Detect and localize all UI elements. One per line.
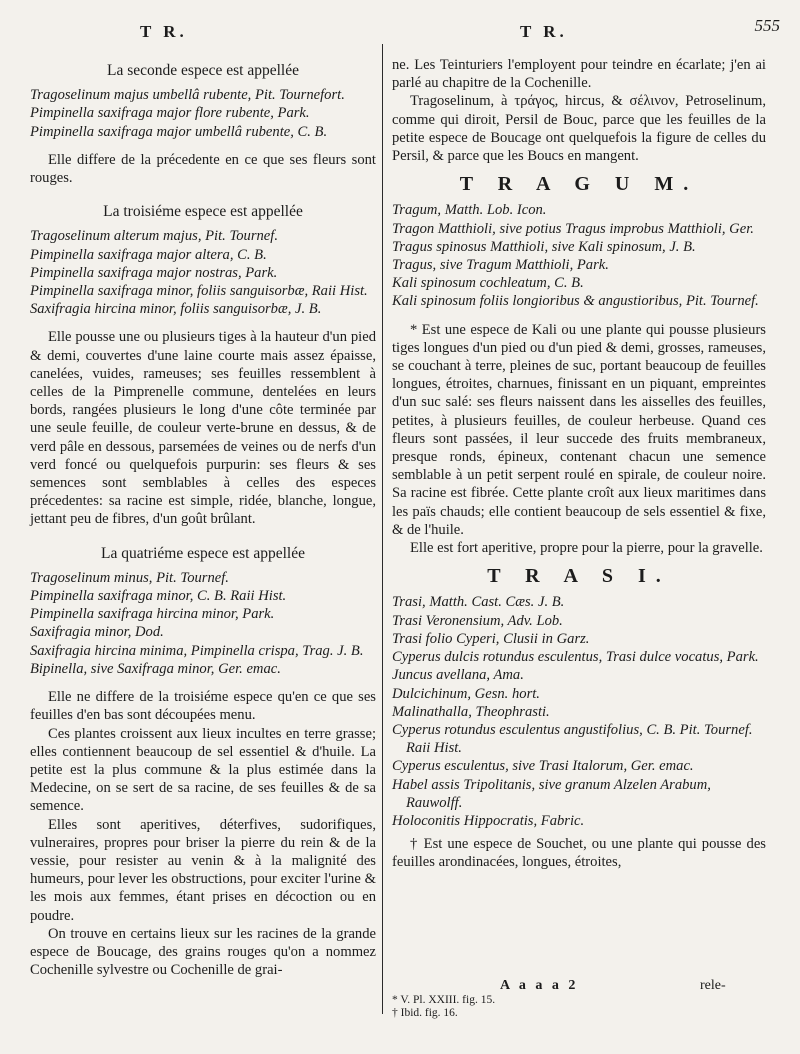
synonym-line: Tragoselinum minus, Pit. Tournef. bbox=[30, 569, 229, 586]
running-head-left: T R. bbox=[140, 22, 188, 41]
paragraph: Tragoselinum, à τράγος, hircus, & σέλινον, Petroselinum, comme qui diroit, Persil de Bouc, parce que les feuilles de la petite espece de Boucage ont quelquefois la figure de celles du Persil, & parce que les Boucs en mangent. bbox=[392, 93, 766, 165]
synonym-line: Kali spinosum foliis longioribus & angustioribus, Pit. Tournef. bbox=[392, 293, 759, 310]
left-column bbox=[30, 56, 376, 979]
entry-title-tragum: T R A G U M. bbox=[459, 173, 699, 196]
synonym-line: Habel assis Tripolitanis, sive granum Alzelen Arabum, Rauwolff. bbox=[392, 776, 711, 811]
synonym-line: Tragon Matthioli, sive potius Tragus improbus Matthioli, Ger. bbox=[392, 220, 754, 237]
synonym-line: Pimpinella saxifraga major nostras, Park. bbox=[30, 264, 278, 281]
synonym-line: Cyperus rotundus esculentus angustifolius, C. B. Pit. Tournef. Raii Hist. bbox=[392, 721, 753, 757]
synonym-line: Tragus spinosus Matthioli, sive Kali spinosum, J. B. bbox=[392, 238, 696, 255]
synonym-line: Juncus avellana, Ama. bbox=[392, 667, 524, 684]
running-head-right: T R. bbox=[520, 22, 568, 41]
synonym-line: Tragoselinum majus umbellâ rubente, Pit. Tournefort. bbox=[30, 87, 345, 104]
paragraph: Elle differe de la précedente en ce que ses fleurs sont rouges. bbox=[30, 151, 376, 187]
paragraph: ne. Les Teinturiers l'employent pour teindre en écarlate; j'en ai parlé au chapitre de la Cochenille. bbox=[392, 57, 766, 92]
synonym-line: Pimpinella saxifraga minor, foliis sanguisorbæ, Raii Hist. bbox=[30, 283, 368, 300]
synonym-line: Pimpinella saxifraga hircina minor, Park. bbox=[30, 606, 275, 623]
synonym-line: Tragus, sive Tragum Matthioli, Park. bbox=[392, 257, 609, 274]
synonym-line: Pimpinella saxifraga major flore rubente, Park. bbox=[30, 105, 310, 122]
paragraph: Elle ne differe de la troisiéme espece qu'en ce que ses feuilles d'en bas sont découpées menu. bbox=[30, 689, 376, 724]
synonym-line: Pimpinella saxifraga minor, C. B. Raii Hist. bbox=[30, 588, 287, 605]
synonym-line: Holoconitis Hippocratis, Fabric. bbox=[392, 812, 585, 829]
paragraph: Elle pousse une ou plusieurs tiges à la hauteur d'un pied & demi, couvertes d'une laine courte mais assez épaisse, canelées, vuides, rameuses; ses feuilles ressemblent à celles de la Pimprenelle commune, dentelées en leurs bords, rangées plusieurs le long d'une côte terminée par une seule feuille, de couleur verte-brune en dessus, & de verd pâle en dessous, parsemées de veines ou de nerfs d'un verd foncé ou quelquefois purpurin: ses fleurs & ses semences sont semblables à celles des especes précedentes: sa racine est simple, ridée, blanche, longue, jettant peu de fibres, d'un goût brûlant. bbox=[30, 329, 376, 528]
section-heading: La seconde espece est appellée bbox=[107, 62, 299, 79]
paragraph: On trouve en certains lieux sur les racines de la grande espece de Boucage, des grains rouges qu'on a nommez Cochenille sylvestre ou Cochenille de grai- bbox=[30, 925, 376, 979]
synonym-line: Pimpinella saxifraga major altera, C. B. bbox=[30, 246, 267, 263]
synonym-line: Bipinella, sive Saxifraga minor, Ger. emac. bbox=[30, 660, 281, 677]
synonym-line: Saxifragia hircina minor, foliis sanguisorbæ, J. B. bbox=[30, 301, 322, 318]
synonym-line: Trasi Veronensium, Adv. Lob. bbox=[392, 612, 563, 629]
synonym-line: Saxifragia hircina minima, Pimpinella crispa, Trag. J. B. bbox=[30, 642, 364, 659]
section-heading: La quatriéme espece est appellée bbox=[101, 544, 305, 562]
footnote: * V. Pl. XXIII. fig. 15. bbox=[392, 994, 496, 1006]
paragraph: † Est une espece de Souchet, ou une plante qui pousse des feuilles arondinacées, longues, étroites, bbox=[392, 836, 766, 871]
page-number: 555 bbox=[754, 16, 780, 35]
right-column bbox=[392, 56, 766, 872]
footnote: † Ibid. fig. 16. bbox=[392, 1007, 458, 1019]
paragraph: Elle est fort aperitive, propre pour la pierre, pour la gravelle. bbox=[410, 540, 763, 557]
paragraph: Elles sont aperitives, déterfives, sudorifiques, vulneraires, propres pour briser la pierre du rein & de la vessie, pour resister au venin & à la malignité des humeurs, pour lever les obstructions, pour exciter l'urine & les mois aux femmes, étant prises en décoction ou en poudre. bbox=[30, 816, 376, 924]
catchword: rele- bbox=[700, 978, 726, 993]
column-rule bbox=[382, 44, 383, 1014]
synonym-line: Pimpinella saxifraga major umbellâ rubente, C. B. bbox=[30, 123, 328, 140]
synonym-line: Cyperus dulcis rotundus esculentus, Trasi dulce vocatus, Park. bbox=[392, 649, 759, 666]
synonym-line: Trasi folio Cyperi, Clusii in Garz. bbox=[392, 630, 590, 647]
paragraph: * Est une espece de Kali ou une plante qui pousse plusieurs tiges longues d'un pied ou d'un pied & demi, grosses, rameuses, se couchant à terre, pleines de suc, portant beaucoup de feuilles longues, étroites, charnues, finissant en un piquant, empreintes d'un suc salé: ses fleurs naissent dans les aisselles des feuilles, petites, à plusieurs feuilles, de couleur herbeuse. Quand ces fleurs sont passées, il leur succede des fruits membraneux, presque ronds, épineux, contenant chacun une semence semblable à un petit serpent roulé en spirale, de couleur noire. Sa racine est fibrée. Cette plante croît aux lieux maritimes dans les païs chauds; elle contient beaucoup de sels essentiel & fixe, & de l'huile. bbox=[392, 321, 766, 538]
synonym-line: Saxifragia minor, Dod. bbox=[30, 624, 164, 641]
signature-mark: A a a a 2 bbox=[500, 978, 579, 993]
paragraph: Ces plantes croissent aux lieux incultes en terre grasse; elles contiennent beaucoup de sel essentiel & d'huile. La petite est la plus commune & la plus estimée dans la Medecine, on se sert de sa racine, de ses feuilles & de sa semence. bbox=[30, 725, 376, 815]
footnotes bbox=[392, 994, 495, 1020]
section-heading: La troisiéme espece est appellée bbox=[103, 203, 303, 221]
synonym-line: Kali spinosum cochleatum, C. B. bbox=[392, 275, 584, 292]
synonym-line: Cyperus esculentus, sive Trasi Italorum, Ger. emac. bbox=[392, 758, 694, 775]
synonym-line: Trasi, Matth. Cast. Cæs. J. B. bbox=[392, 594, 565, 611]
synonym-line: Tragoselinum alterum majus, Pit. Tournef. bbox=[30, 228, 278, 245]
synonym-line: Malinathalla, Theophrasti. bbox=[392, 703, 550, 720]
synonym-line: Tragum, Matth. Lob. Icon. bbox=[392, 202, 547, 219]
synonym-line: Dulcichinum, Gesn. hort. bbox=[392, 685, 540, 702]
entry-title-trasi: T R A S I. bbox=[487, 565, 671, 588]
